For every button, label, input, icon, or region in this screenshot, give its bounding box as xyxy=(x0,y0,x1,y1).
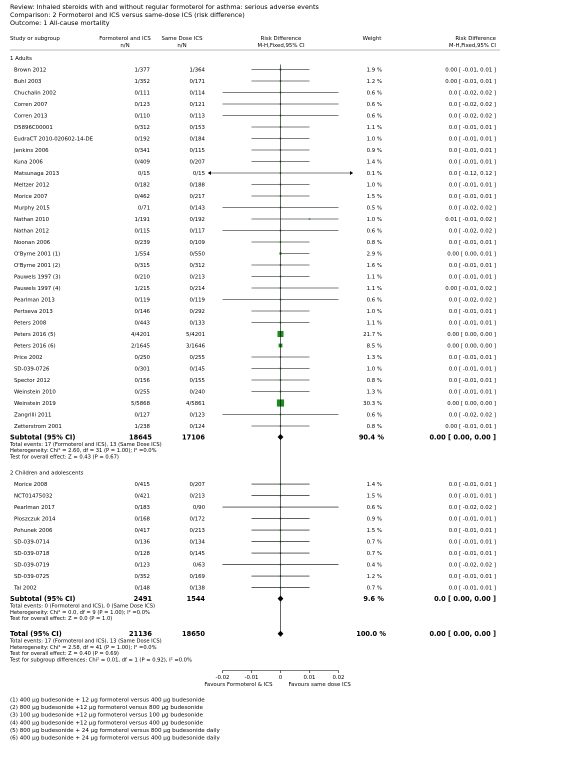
group1-events: 1/377 xyxy=(134,67,150,74)
study-name: O'Byrne 2001 (1) xyxy=(14,251,61,258)
study-name: Noonan 2006 xyxy=(14,240,51,246)
study-name: O'Byrne 2001 (2) xyxy=(14,263,61,269)
group1-events: 1/191 xyxy=(134,217,150,223)
group2-events: 4/5861 xyxy=(186,401,205,407)
group1-events: 2/1645 xyxy=(131,343,150,350)
total-note: Test for subgroup differences: Chi² = 0.01, df = 1 (P = 0.92), I² =0.0% xyxy=(10,657,192,664)
axis-tick-label: -0.02 xyxy=(215,675,230,681)
study-effect: 0.00 [ -0.01, 0.01 ] xyxy=(445,424,496,430)
study-name: Pearlman 2017 xyxy=(14,505,55,512)
group2-events: 0/90 xyxy=(192,505,205,512)
study-name: Pauwels 1997 (3) xyxy=(14,274,61,281)
group2-events: 0/169 xyxy=(189,574,205,581)
study-weight: 1.9 % xyxy=(366,67,382,74)
study-name: Spector 2012 xyxy=(14,378,51,384)
study-name: SD-039-0719 xyxy=(14,562,50,569)
study-name: Meltzer 2012 xyxy=(14,182,50,189)
group1-events: 0/312 xyxy=(134,125,150,131)
study-effect: 0.00 [ -0.01, 0.02 ] xyxy=(445,286,496,292)
group2-events: 1/364 xyxy=(189,67,205,74)
footnote: (6) 400 μg budesonide + 24 μg formoterol versus 400 μg budesonide daily xyxy=(10,735,220,742)
ci-arrow-left xyxy=(208,171,211,175)
study-weight: 1.0 % xyxy=(366,217,382,223)
group1-events: 0/15 xyxy=(137,171,150,177)
group1-events: 0/409 xyxy=(134,159,150,166)
subtotal-note: Total events: 17 (Formoterol and ICS), 13 (Same Dose ICS) xyxy=(10,442,162,448)
study-weight: 0.8 % xyxy=(366,424,382,430)
subtotal-note: Total events: 0 (Formoterol and ICS), 0 (Same Dose ICS) xyxy=(10,603,156,610)
study-name: EudraCT 2010-020602-14-DE xyxy=(14,136,94,143)
study-effect: 0.0 [ -0.01, 0.01 ] xyxy=(448,148,496,154)
col-group2: Same Dose ICS xyxy=(161,36,203,42)
study-name: Weinstein 2019 xyxy=(14,401,56,407)
subtotal-n1: 18645 xyxy=(129,433,152,442)
study-weight: 1.2 % xyxy=(366,574,382,581)
group2-events: 0/213 xyxy=(189,528,205,535)
group1-events: 0/156 xyxy=(134,378,150,384)
group1-events: 0/146 xyxy=(134,309,150,315)
study-effect: 0.0 [ -0.01, 0.01 ] xyxy=(448,194,496,200)
study-effect: 0.0 [ -0.01, 0.01 ] xyxy=(448,240,496,246)
study-effect: 0.0 [ -0.01, 0.01 ] xyxy=(448,551,496,558)
footnote: (4) 400 μg budesonide +12 μg formoterol versus 400 μg budesonide xyxy=(10,720,203,727)
col-weight: Weight xyxy=(362,36,382,42)
study-name: Weinstein 2010 xyxy=(14,389,56,396)
study-weight: 1.1 % xyxy=(366,274,382,281)
group2-events: 0/171 xyxy=(189,79,205,85)
group2-events: 0/113 xyxy=(189,113,205,120)
axis-tick-label: -0.01 xyxy=(244,675,259,681)
study-effect: 0.01 [ -0.01, 0.02 ] xyxy=(445,217,496,223)
group1-events: 4/4201 xyxy=(131,332,150,338)
study-weight: 1.3 % xyxy=(366,355,382,361)
axis-tick-label: 0.01 xyxy=(303,675,316,681)
study-effect: 0.0 [ -0.02, 0.02 ] xyxy=(448,412,496,419)
study-effect: 0.0 [ -0.12, 0.12 ] xyxy=(448,171,496,177)
footnote: (5) 800 μg budesonide + 24 μg formoterol versus 800 μg budesonide daily xyxy=(10,727,220,734)
group1-events: 0/127 xyxy=(134,412,150,419)
study-name: Murphy 2015 xyxy=(14,205,50,212)
outcome-title: Outcome: 1 All-cause mortality xyxy=(10,19,110,27)
group1-events: 0/210 xyxy=(134,274,150,281)
study-effect: 0.0 [ -0.02, 0.02 ] xyxy=(448,102,496,108)
footnote: (1) 400 μg budesonide + 12 μg formoterol versus 400 μg budesonide xyxy=(10,697,205,704)
group1-events: 0/192 xyxy=(134,136,150,143)
study-effect: 0.0 [ -0.01, 0.01 ] xyxy=(448,528,496,535)
group1-events: 0/462 xyxy=(134,194,150,200)
subtotal-note: Test for overall effect: Z = 0.0 (P = 1.0) xyxy=(10,616,113,622)
group2-events: 3/1646 xyxy=(186,343,205,350)
group1-events: 0/443 xyxy=(134,320,150,327)
group1-events: 0/352 xyxy=(134,574,150,581)
favours-left-label: Favours Formoterol & ICS xyxy=(204,682,273,688)
study-weight: 1.2 % xyxy=(366,79,382,85)
study-effect: 0.00 [ 0.00, 0.00 ] xyxy=(447,401,496,407)
group2-events: 0/155 xyxy=(189,378,205,384)
study-weight: 2.9 % xyxy=(366,251,382,258)
study-weight: 0.8 % xyxy=(366,378,382,384)
study-weight: 1.0 % xyxy=(366,309,382,315)
footnote: (3) 100 μg budesonide +12 μg formoterol versus 100 μg budesonide xyxy=(10,712,203,719)
group1-events: 0/119 xyxy=(134,297,150,304)
group2-events: 0/124 xyxy=(189,424,205,430)
study-weight: 1.4 % xyxy=(366,482,382,489)
ci-arrow-right xyxy=(350,171,353,175)
study-effect: 0.0 [ -0.01, 0.01 ] xyxy=(448,182,496,189)
group1-events: 0/239 xyxy=(134,240,150,246)
total-note: Total events: 17 (Formoterol and ICS), 13 (Same Dose ICS) xyxy=(10,638,162,645)
group2-events: 0/121 xyxy=(189,102,205,108)
study-name: Zangrilli 2011 xyxy=(14,412,52,419)
footnotes xyxy=(10,698,221,742)
group2-events: 0/213 xyxy=(189,493,205,500)
footnote: (2) 800 μg budesonide +12 μg formoterol versus 800 μg budesonide xyxy=(10,705,203,712)
group2-events: 0/109 xyxy=(189,240,205,246)
study-weight: 1.0 % xyxy=(366,366,382,373)
comparison-title: Comparison: 2 Formoterol and ICS versus same-dose ICS (risk difference) xyxy=(10,11,245,19)
subtotal-label: Subtotal (95% CI) xyxy=(10,433,76,442)
group2-events: 0/138 xyxy=(189,585,205,592)
study-weight: 0.6 % xyxy=(366,228,382,235)
study-weight: 0.6 % xyxy=(366,102,382,108)
subtotal-weight: 90.4 % xyxy=(358,433,384,442)
group1-events: 0/128 xyxy=(134,551,150,558)
study-effect: 0.00 [ 0.00, 0.00 ] xyxy=(447,332,496,338)
study-effect: 0.0 [ -0.01, 0.01 ] xyxy=(448,539,496,546)
study-weight: 1.3 % xyxy=(366,389,382,396)
study-weight: 0.7 % xyxy=(366,539,382,546)
group2-events: 0/115 xyxy=(189,148,205,154)
study-effect: 0.0 [ -0.01, 0.01 ] xyxy=(448,125,496,131)
study-weight: 0.4 % xyxy=(366,562,382,569)
study-effect: 0.0 [ -0.02, 0.02 ] xyxy=(448,90,496,97)
group1-events: 0/421 xyxy=(134,493,150,500)
study-weight: 0.8 % xyxy=(366,240,382,246)
group1-events: 0/168 xyxy=(134,516,150,523)
subtotal-weight: 9.6 % xyxy=(363,595,384,604)
study-name: Pertseva 2013 xyxy=(14,309,53,315)
study-weight: 0.6 % xyxy=(366,113,382,120)
group1-events: 0/111 xyxy=(134,90,150,97)
group2-events: 0/114 xyxy=(189,90,205,97)
group2-events: 0/550 xyxy=(189,251,205,258)
study-weight: 0.7 % xyxy=(366,585,382,592)
group1-events: 0/250 xyxy=(134,355,150,361)
group2-events: 0/63 xyxy=(192,562,205,569)
group1-events: 1/352 xyxy=(134,79,150,85)
study-name: Peters 2016 (6) xyxy=(14,343,56,350)
group2-events: 0/143 xyxy=(189,205,205,212)
study-weight: 1.6 % xyxy=(366,263,382,269)
study-effect: 0.0 [ -0.02, 0.02 ] xyxy=(448,228,496,235)
total-effect: 0.00 [ 0.00, 0.00 ] xyxy=(429,630,496,639)
subtotal-note: Heterogeneity: Chi² = 0.0, df = 9 (P = 1.00); I² =0.0% xyxy=(10,609,150,616)
col-study: Study or subgroup xyxy=(10,36,60,42)
study-name: Peters 2008 xyxy=(14,320,47,327)
group1-events: 0/123 xyxy=(134,562,150,569)
group2-events: 0/188 xyxy=(189,182,205,189)
study-name: Pauwels 1997 (4) xyxy=(14,286,61,292)
study-name: Kuna 2006 xyxy=(14,159,43,166)
study-weight: 0.6 % xyxy=(366,297,382,304)
study-square xyxy=(309,218,311,220)
study-effect: 0.0 [ -0.01, 0.01 ] xyxy=(448,136,496,143)
study-effect: 0.0 [ -0.01, 0.01 ] xyxy=(448,355,496,361)
study-name: SD-039-0718 xyxy=(14,551,50,558)
group2-events: 0/15 xyxy=(192,171,205,177)
study-weight: 1.5 % xyxy=(366,194,382,200)
group2-events: 0/312 xyxy=(189,263,205,269)
group1-events: 0/301 xyxy=(134,366,150,373)
study-weight: 1.5 % xyxy=(366,493,382,500)
study-name: Peters 2016 (5) xyxy=(14,332,56,338)
group2-events: 0/145 xyxy=(189,366,205,373)
study-weight: 0.6 % xyxy=(366,90,382,97)
study-name: Nathan 2010 xyxy=(14,217,50,223)
group2-events: 0/192 xyxy=(189,217,205,223)
study-weight: 0.5 % xyxy=(366,205,382,212)
subgroup-title: 2 Children and adolescents xyxy=(10,470,84,477)
study-effect: 0.0 [ -0.01, 0.01 ] xyxy=(448,274,496,281)
study-effect: 0.0 [ -0.01, 0.01 ] xyxy=(448,309,496,315)
col-group2-sub: n/N xyxy=(177,43,187,49)
forest-rows xyxy=(9,56,496,663)
study-effect: 0.00 [ 0.00, 0.00 ] xyxy=(447,343,496,350)
subtotal-effect: 0.0 [ 0.00, 0.00 ] xyxy=(434,595,496,604)
group2-events: 0/123 xyxy=(189,412,205,419)
study-effect: 0.0 [ -0.01, 0.01 ] xyxy=(448,320,496,327)
group2-events: 0/207 xyxy=(189,159,205,166)
study-effect: 0.0 [ -0.01, 0.01 ] xyxy=(448,263,496,269)
total-note: Test for overall effect: Z = 0.40 (P = 0.69) xyxy=(10,651,119,658)
group1-events: 1/238 xyxy=(134,424,150,430)
study-weight: 0.9 % xyxy=(366,148,382,154)
group1-events: 0/417 xyxy=(134,528,150,535)
study-effect: 0.0 [ -0.02, 0.02 ] xyxy=(448,205,496,212)
study-name: Pearlman 2013 xyxy=(14,297,55,304)
group2-events: 0/145 xyxy=(189,551,205,558)
study-effect: 0.0 [ -0.01, 0.01 ] xyxy=(448,585,496,592)
group2-events: 0/153 xyxy=(189,125,205,131)
group1-events: 1/215 xyxy=(134,286,150,292)
study-name: Nathan 2012 xyxy=(14,228,50,235)
study-effect: 0.0 [ -0.02, 0.02 ] xyxy=(448,562,496,569)
study-name: Morice 2007 xyxy=(14,194,48,200)
study-name: Tal 2002 xyxy=(14,585,37,592)
study-name: Corren 2007 xyxy=(14,102,48,108)
study-weight: 0.9 % xyxy=(366,516,382,523)
group1-events: 0/148 xyxy=(134,585,150,592)
study-effect: 0.0 [ -0.01, 0.01 ] xyxy=(448,389,496,396)
group2-events: 5/4201 xyxy=(186,332,205,338)
study-weight: 0.1 % xyxy=(366,171,382,177)
group1-events: 0/123 xyxy=(134,102,150,108)
subgroup-title: 1 Adults xyxy=(10,56,32,62)
study-weight: 1.0 % xyxy=(366,182,382,189)
subtotal-effect: 0.00 [ 0.00, 0.00 ] xyxy=(429,433,496,442)
study-effect: 0.00 [ 0.00, 0.01 ] xyxy=(447,251,496,258)
study-name: D5896C00001 xyxy=(14,125,53,131)
subtotal-label: Subtotal (95% CI) xyxy=(10,595,76,604)
group1-events: 0/136 xyxy=(134,539,150,546)
study-name: Matsunaga 2013 xyxy=(14,171,60,177)
study-name: Zetterstrom 2001 xyxy=(14,424,62,430)
axis-tick-label: 0 xyxy=(278,675,283,681)
total-label: Total (95% CI) xyxy=(10,630,62,639)
study-effect: 0.0 [ -0.01, 0.01 ] xyxy=(448,574,496,581)
total-n1: 21136 xyxy=(129,630,152,639)
study-name: SD-039-0714 xyxy=(14,539,50,546)
study-name: NCT01475032 xyxy=(14,493,53,500)
study-weight: 1.1 % xyxy=(366,320,382,327)
group1-events: 0/315 xyxy=(134,263,150,269)
study-effect: 0.0 [ -0.01, 0.01 ] xyxy=(448,482,496,489)
study-weight: 21.7 % xyxy=(363,332,382,338)
study-name: Buhl 2003 xyxy=(14,79,42,85)
group2-events: 0/240 xyxy=(189,389,205,396)
group1-events: 5/5868 xyxy=(131,401,150,407)
study-weight: 1.5 % xyxy=(366,528,382,535)
study-effect: 0.0 [ -0.01, 0.01 ] xyxy=(448,366,496,373)
group1-events: 1/554 xyxy=(134,251,150,258)
group1-events: 0/110 xyxy=(134,113,150,120)
col-plot: Risk Difference xyxy=(260,36,302,42)
x-axis xyxy=(204,671,351,689)
study-weight: 0.6 % xyxy=(366,412,382,419)
study-effect: 0.0 [ -0.02, 0.02 ] xyxy=(448,505,496,512)
group2-events: 0/213 xyxy=(189,274,205,281)
study-effect: 0.0 [ -0.01, 0.01 ] xyxy=(448,516,496,523)
group2-events: 0/292 xyxy=(189,309,205,315)
study-weight: 0.7 % xyxy=(366,551,382,558)
study-effect: 0.00 [ -0.01, 0.01 ] xyxy=(445,67,496,74)
group2-events: 0/217 xyxy=(189,194,205,200)
favours-right-label: Favours same dose ICS xyxy=(288,682,351,688)
study-name: SD-039-0725 xyxy=(14,574,50,581)
study-name: Corren 2013 xyxy=(14,113,48,120)
study-effect: 0.0 [ -0.01, 0.01 ] xyxy=(448,378,496,384)
group2-events: 0/172 xyxy=(189,516,205,523)
study-weight: 0.6 % xyxy=(366,505,382,512)
study-weight: 8.5 % xyxy=(366,343,382,350)
group1-events: 0/182 xyxy=(134,182,150,189)
total-n2: 18650 xyxy=(182,630,205,639)
study-effect: 0.00 [ -0.01, 0.01 ] xyxy=(445,79,496,85)
study-name: Chuchalin 2002 xyxy=(14,90,57,97)
study-name: Jenkins 2006 xyxy=(14,148,49,154)
group1-events: 0/115 xyxy=(134,228,150,235)
group2-events: 0/134 xyxy=(189,539,205,546)
group2-events: 0/119 xyxy=(189,297,205,304)
group2-events: 0/207 xyxy=(189,482,205,489)
group1-events: 0/255 xyxy=(134,389,150,396)
subtotal-n2: 17106 xyxy=(182,433,205,442)
subtotal-note: Heterogeneity: Chi² = 2.60, df = 31 (P = 1.00); I² =0.0% xyxy=(10,448,157,455)
study-weight: 1.1 % xyxy=(366,286,382,292)
total-note: Heterogeneity: Chi² = 2.58, df = 41 (P = 1.00); I² =0.0% xyxy=(10,644,157,651)
study-name: Pohunek 2006 xyxy=(14,528,53,535)
group1-events: 0/415 xyxy=(134,482,150,489)
study-effect: 0.0 [ -0.01, 0.01 ] xyxy=(448,493,496,500)
study-effect: 0.0 [ -0.02, 0.02 ] xyxy=(448,113,496,120)
axis-tick-label: 0.02 xyxy=(332,675,345,681)
study-name: Brown 2012 xyxy=(14,67,47,74)
study-effect: 0.0 [ -0.02, 0.02 ] xyxy=(448,297,496,304)
study-effect: 0.0 [ -0.01, 0.01 ] xyxy=(448,159,496,166)
group2-events: 0/133 xyxy=(189,320,205,327)
group1-events: 0/183 xyxy=(134,505,150,512)
review-title: Review: Inhaled steroids with and without regular formoterol for asthma: serious adverse events xyxy=(10,3,319,11)
study-weight: 1.0 % xyxy=(366,136,382,143)
study-name: Price 2002 xyxy=(14,355,43,361)
group1-events: 0/341 xyxy=(134,148,150,154)
group1-events: 0/71 xyxy=(137,205,150,212)
subtotal-note: Test for overall effect: Z = 0.43 (P = 0.67) xyxy=(10,454,119,461)
study-name: Ploszczuk 2014 xyxy=(14,516,56,523)
group2-events: 0/214 xyxy=(189,286,205,292)
col-plot-sub: M-H,Fixed,95% CI xyxy=(257,43,305,49)
group2-events: 0/184 xyxy=(189,136,205,143)
col-effect-sub: M-H,Fixed,95% CI xyxy=(448,43,496,49)
study-name: SD-039-0726 xyxy=(14,366,50,373)
study-name: Morice 2008 xyxy=(14,482,48,489)
study-weight: 1.4 % xyxy=(366,159,382,166)
group2-events: 0/255 xyxy=(189,355,205,361)
col-group1-sub: n/N xyxy=(120,43,130,49)
total-weight: 100.0 % xyxy=(356,630,386,639)
group2-events: 0/117 xyxy=(189,228,205,235)
col-effect: Risk Difference xyxy=(455,36,496,42)
col-group1: Formoterol and ICS xyxy=(99,36,151,42)
subtotal-n1: 2491 xyxy=(133,595,152,604)
study-weight: 1.1 % xyxy=(366,125,382,131)
study-weight: 30.3 % xyxy=(363,401,382,407)
subtotal-n2: 1544 xyxy=(186,595,205,604)
